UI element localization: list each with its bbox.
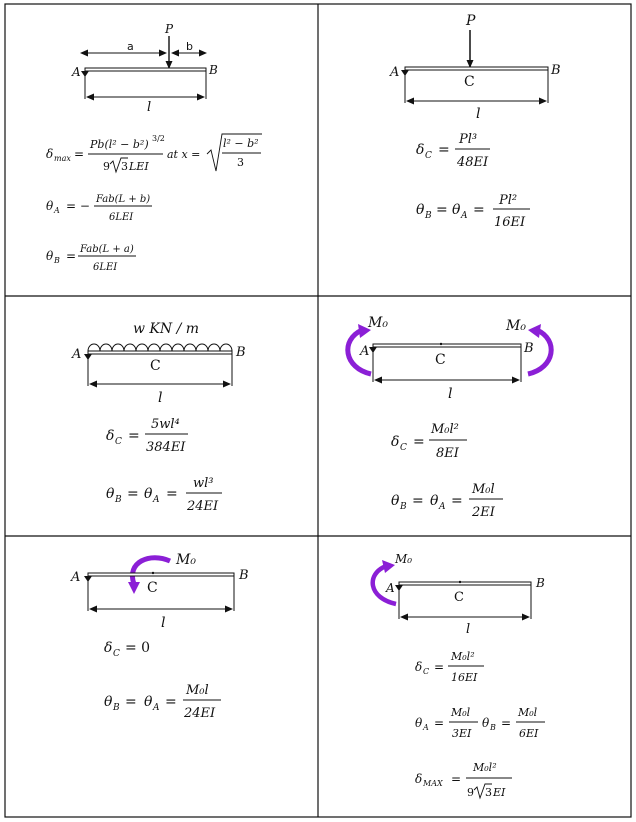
svg-text:θ: θ [46,249,54,263]
svg-text:l² − b²: l² − b² [223,137,259,150]
dim-a-label: a [127,40,134,53]
svg-text:M₀l²: M₀l² [431,422,459,437]
formula-deflection-c [104,640,150,659]
svg-text:=: = [451,493,463,509]
cell-distributed-load [71,321,246,514]
cell-point-load-offset [46,22,262,273]
svg-text:=: = [165,694,177,710]
support-label-left: A [72,65,81,79]
svg-text:=: = [451,772,462,786]
svg-text:=: = [66,249,77,263]
svg-text:M₀l²: M₀l² [473,761,497,774]
svg-text:A: A [390,65,400,80]
formula-deflection-c [391,422,467,461]
svg-text:=: = [501,716,512,730]
svg-text:=: = [166,486,178,502]
svg-text:M₀: M₀ [395,552,413,566]
formula-dmax [46,134,262,173]
svg-text:24EI: 24EI [184,706,216,721]
svg-text:A: A [153,495,160,505]
svg-text:3: 3 [237,156,244,169]
beam-diagram [71,22,218,115]
svg-text:Fab(L + a): Fab(L + a) [80,244,134,255]
svg-text:at x =: at x = [167,148,201,161]
svg-text:C: C [425,151,432,161]
svg-text:9: 9 [103,160,110,173]
svg-text:Fab(L + b): Fab(L + b) [96,194,151,205]
svg-text:C: C [150,358,161,374]
svg-text:θ: θ [144,694,153,710]
svg-text:l: l [466,622,471,637]
svg-text:= 0: = 0 [125,640,151,656]
svg-text:3/2: 3/2 [152,134,165,143]
svg-text:δ: δ [415,772,423,786]
svg-text:C: C [400,443,407,453]
svg-text:3: 3 [121,160,128,173]
svg-text:M₀: M₀ [368,315,388,331]
svg-text:A: A [360,344,370,359]
svg-text:48EI: 48EI [457,155,489,170]
svg-text:B: B [425,211,432,221]
svg-text:l: l [448,386,453,402]
svg-text:A: A [71,570,81,585]
svg-text:δ: δ [46,147,54,161]
svg-text:M₀l: M₀l [186,683,209,698]
svg-text:LEI: LEI [129,160,149,173]
svg-text:l: l [476,106,481,122]
svg-text:M₀l²: M₀l² [451,650,475,663]
svg-text:16EI: 16EI [451,671,478,684]
svg-text:θ: θ [430,493,439,509]
svg-text:M₀l: M₀l [451,706,471,719]
svg-text:wl³: wl³ [193,476,214,491]
svg-text:B: B [115,495,122,505]
svg-text:A: A [54,206,60,215]
formula-slopes [415,706,545,740]
formula-deflection-c [416,132,490,170]
load-label: P [466,13,476,29]
svg-text:A: A [72,347,82,362]
svg-text:= −: = − [66,199,90,213]
svg-text:=: = [412,493,424,509]
svg-text:θ: θ [416,202,425,218]
svg-text:B: B [490,723,496,732]
svg-text:A: A [153,703,160,713]
svg-text:24EI: 24EI [187,499,219,514]
svg-text:θ: θ [452,202,461,218]
dim-b-label: b [186,40,193,53]
svg-text:16EI: 16EI [494,215,526,230]
cell-end-moments [348,315,551,520]
beam [85,68,206,71]
svg-text:δ: δ [391,434,400,450]
distributed-load [88,344,232,351]
svg-text:5wl⁴: 5wl⁴ [151,417,180,432]
svg-text:=: = [125,694,137,710]
svg-text:M₀l: M₀l [472,482,495,497]
svg-text:=: = [438,142,450,158]
load-label: P [165,22,174,36]
svg-text:B: B [551,63,561,78]
svg-text:θ: θ [415,716,423,730]
svg-text:=: = [413,434,425,450]
svg-text:6LEI: 6LEI [109,212,134,223]
formula-deflection-c [106,417,188,455]
span-label: l [147,100,152,115]
formula-dmax [415,761,512,799]
svg-text:Pl³: Pl³ [459,132,478,147]
svg-text:θ: θ [144,486,153,502]
svg-text:C: C [454,590,464,605]
beam-diagram [348,315,551,402]
svg-text:C: C [147,580,158,596]
svg-text:M₀l: M₀l [518,706,538,719]
svg-text:B: B [536,576,545,590]
svg-text:M₀: M₀ [176,552,196,568]
svg-text:θ: θ [106,486,115,502]
svg-text:δ: δ [104,640,113,656]
table-grid [5,4,631,817]
svg-text:A: A [386,581,395,595]
svg-text:3: 3 [485,786,492,799]
cell-end-moment-single [373,552,545,799]
formula-slope [104,683,221,721]
formula-slope [416,193,530,230]
svg-text:=: = [436,202,448,218]
svg-text:C: C [115,437,122,447]
support-label-right: B [209,63,218,77]
svg-text:θ: θ [482,716,490,730]
midpoint-label: C [464,74,475,90]
beam-diagram [373,552,545,637]
svg-text:δ: δ [106,428,115,444]
svg-text:θ: θ [104,694,113,710]
svg-text:θ: θ [391,493,400,509]
svg-text:384EI: 384EI [146,440,186,455]
svg-text:Pb(l² − b²): Pb(l² − b²) [90,138,149,151]
svg-text:l: l [161,615,166,631]
svg-text:=: = [128,428,140,444]
svg-text:M₀: M₀ [506,318,526,334]
svg-text:6LEI: 6LEI [93,262,118,273]
formula-theta-b [46,244,136,273]
svg-text:=: = [74,147,85,161]
svg-text:C: C [423,667,430,676]
svg-text:A: A [461,211,468,221]
svg-text:δ: δ [416,142,425,158]
load-label: w KN / m [133,321,200,337]
formula-slope [106,476,222,514]
svg-text:B: B [54,256,60,265]
svg-text:=: = [434,716,445,730]
svg-text:=: = [127,486,139,502]
beam-diagram [389,13,561,122]
svg-text:B: B [524,341,534,356]
beam-diagram [71,321,246,406]
svg-text:C: C [113,649,120,659]
formula-deflection-c [415,650,484,684]
svg-text:A: A [423,723,429,732]
svg-text:3EI: 3EI [452,727,472,740]
formula-theta-a [46,194,152,223]
formula-slope [391,482,503,520]
svg-text:l: l [158,390,163,406]
svg-text:MAX: MAX [423,779,443,788]
svg-text:B: B [400,502,407,512]
svg-text:θ: θ [46,199,54,213]
svg-text:B: B [113,703,120,713]
svg-text:max: max [54,154,71,163]
beam-diagram [70,552,249,631]
svg-text:Pl²: Pl² [499,193,518,208]
svg-text:δ: δ [415,660,423,674]
svg-text:=: = [473,202,485,218]
svg-text:=: = [434,660,445,674]
svg-text:B: B [236,345,246,360]
cell-center-moment [70,552,249,721]
svg-text:A: A [439,502,446,512]
svg-text:2EI: 2EI [472,505,495,520]
svg-text:EI: EI [493,786,506,799]
svg-text:B: B [239,568,249,583]
svg-text:9: 9 [467,786,474,799]
svg-text:C: C [435,352,446,368]
svg-text:6EI: 6EI [519,727,539,740]
svg-text:8EI: 8EI [436,446,459,461]
cell-point-load-center [389,13,561,230]
